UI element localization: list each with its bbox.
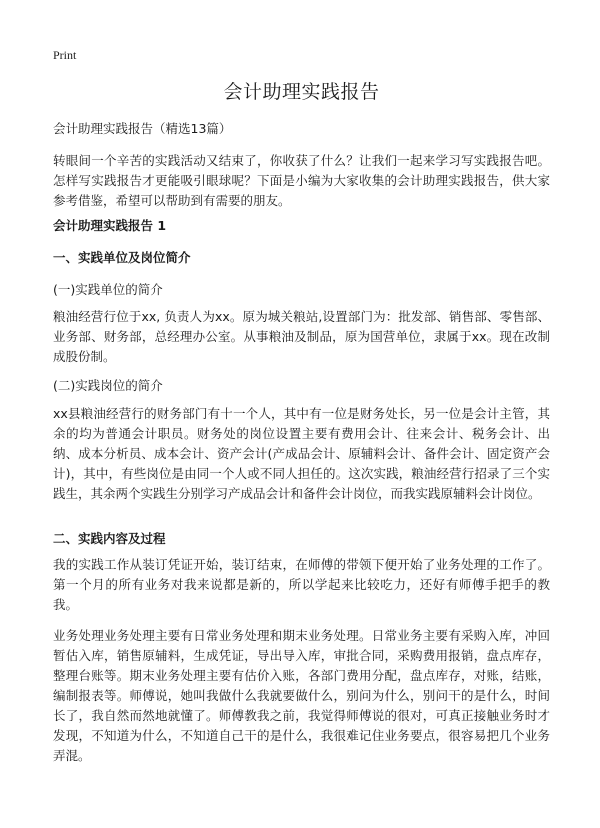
- unit-paragraph: 粮油经营行位于xx, 负责人为xx。原为城关粮站,设置部门为：批发部、销售部、零售部、业务部、财务部，总经理办公室。从事粮油及制品，原为国营单位，隶属于xx。现在改制成股份制。: [53, 309, 550, 364]
- section-heading-unit-intro: 一、实践单位及岗位简介: [53, 250, 191, 265]
- page-title: 会计助理实践报告: [223, 81, 380, 103]
- content-paragraph-1: 我的实践工作从装订凭证开始，装订结束，在师傅的带领下便开始了业务处理的工作了。第一个月的所有业务对我来说都是新的，所以学起来比较吃力，还好有师傅手把手的教我。: [53, 557, 550, 612]
- subheading-unit: (一)实践单位的简介: [53, 282, 163, 297]
- intro-paragraph: 转眼间一个辛苦的实践活动又结束了，你收获了什么？让我们一起来学习写实践报告吧。怎样写实践报告才更能吸引眼球呢？下面是小编为大家收集的会计助理实践报告，供大家参考借鉴，希望可以帮助到有需要的朋友。: [53, 153, 550, 208]
- subheading-position: (二)实践岗位的简介: [53, 378, 163, 393]
- content-paragraph-2: 业务处理业务处理主要有日常业务处理和期末业务处理。日常业务主要有采购入库，冲回暂估入库，销售原辅料，生成凭证，导出导入库，审批合同，采购费用报销，盘点库存，整理台账等。期末业务处理主要有估价入账，各部门费用分配，盘点库存，对账，结账，编制报表等。师傅说，她叫我做什么我就要做什么，别问为什么，别问干的是什么，时间长了，我自然而然地就懂了。师傅教我之前，我觉得师傅说的很对，可真正接触业务时才发现，不知道为什么，不知道自己干的是什么，我很难记住业务要点，很容易把几个业务弄混。: [53, 628, 550, 763]
- section-heading-content: 二、实践内容及过程: [53, 531, 166, 546]
- report-heading: 会计助理实践报告 1: [53, 218, 167, 233]
- position-paragraph: xx县粮油经营行的财务部门有十一个人，其中有一位是财务处长，另一位是会计主管，其余的均为普通会计职员。财务处的岗位设置主要有费用会计、往来会计、税务会计、出纳、成本分析员、成本会计、资产会计(产成品会计、原辅料会计、备件会计、固定资产会计)，其中，有些岗位是由同一个人或不同人担任的。这次实践，粮油经营行招录了三个实践生，其余两个实践生分别学习产成品会计和备件会计岗位，而我实践原辅料会计岗位。: [53, 406, 550, 501]
- document-subtitle: 会计助理实践报告（精选13篇）: [53, 121, 232, 136]
- print-link[interactable]: Print: [53, 48, 77, 62]
